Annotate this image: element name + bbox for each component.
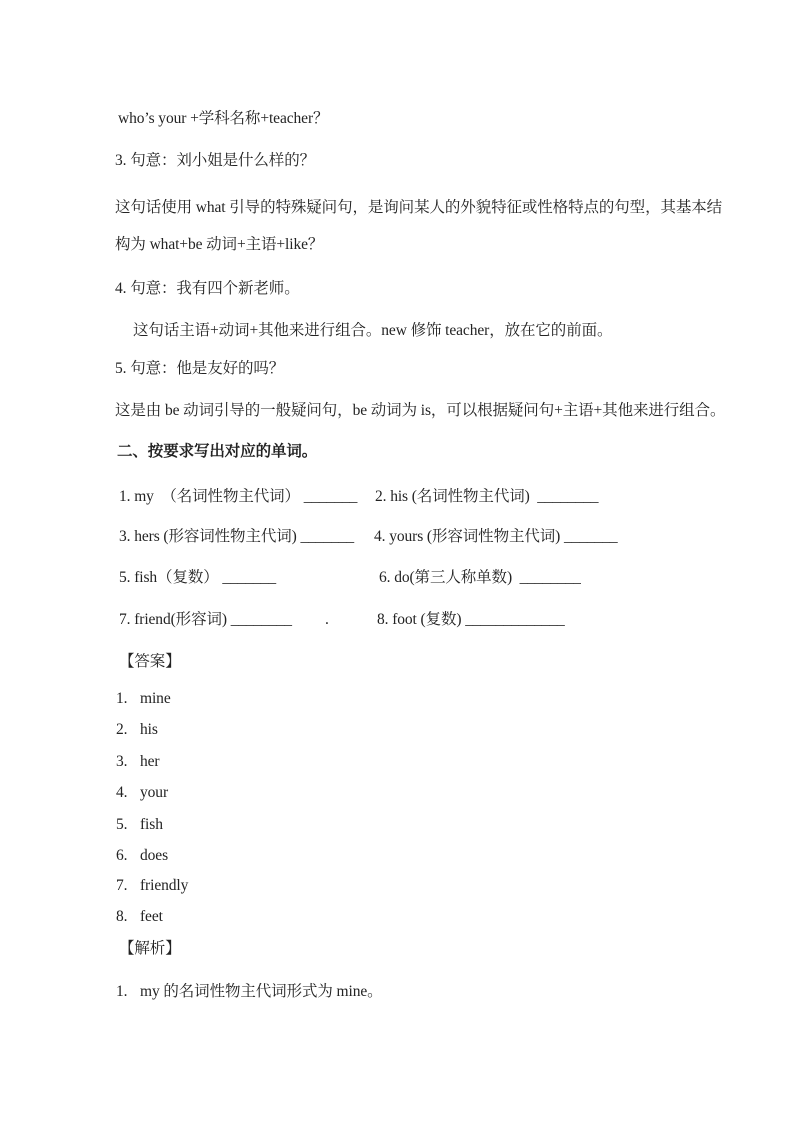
- answer-row-4: [116, 784, 168, 802]
- answer-word: feet: [140, 908, 163, 925]
- exercise-item-8: 8. foot (复数) _____________: [377, 611, 565, 628]
- answer-number: 4.: [116, 784, 128, 801]
- explanation-line-4: 构为 what+be 动词+主语+like？: [115, 236, 324, 253]
- answer-word: her: [140, 753, 160, 770]
- section-two-heading: 二、按要求写出对应的单词。: [117, 443, 318, 460]
- answer-word: friendly: [140, 877, 189, 894]
- analysis-line-1: [116, 983, 383, 1001]
- answer-number: 7.: [116, 877, 128, 894]
- answer-row-1: [116, 690, 171, 708]
- stray-period: .: [325, 611, 329, 628]
- answer-number: 3.: [116, 753, 128, 770]
- answer-number: 8.: [116, 908, 128, 925]
- analysis-number: 1.: [116, 983, 128, 1000]
- answer-number: 5.: [116, 816, 128, 833]
- explanation-line-6: 这句话主语+动词+其他来进行组合。new 修饰 teacher，放在它的前面。: [133, 322, 613, 339]
- exercise-item-1: 1. my （名词性物主代词） _______: [119, 488, 358, 505]
- answers-heading: 【答案】: [119, 653, 181, 670]
- answer-number: 2.: [116, 721, 128, 738]
- exercise-item-6: 6. do(第三人称单数) ________: [379, 569, 581, 586]
- answer-word: does: [140, 847, 169, 864]
- explanation-line-2: 3. 句意：刘小姐是什么样的？: [115, 152, 316, 169]
- answer-word: fish: [140, 816, 163, 833]
- answer-number: 1.: [116, 690, 128, 707]
- explanation-line-5: 4. 句意：我有四个新老师。: [115, 280, 300, 297]
- answer-word: mine: [140, 690, 171, 707]
- answer-word: his: [140, 721, 158, 738]
- explanation-line-1: who’s your +学科名称+teacher？: [118, 110, 329, 127]
- explanation-line-7: 5. 句意：他是友好的吗？: [115, 360, 285, 377]
- answer-row-8: [116, 908, 163, 926]
- answer-row-2: [116, 721, 158, 739]
- exercise-item-2: 2. his (名词性物主代词) ________: [375, 488, 599, 505]
- answer-row-3: [116, 753, 160, 771]
- exercise-item-3: 3. hers (形容词性物主代词) _______: [119, 528, 355, 545]
- answer-word: your: [140, 784, 169, 801]
- explanation-line-8: 这是由 be 动词引导的一般疑问句，be 动词为 is，可以根据疑问句+主语+其他来进行组合。: [115, 402, 726, 419]
- answer-row-7: [116, 877, 188, 895]
- analysis-text: my 的名词性物主代词形式为 mine。: [140, 983, 383, 1000]
- exercise-item-4: 4. yours (形容词性物主代词) _______: [374, 528, 618, 545]
- answer-row-5: [116, 816, 163, 834]
- explanation-line-3: 这句话使用 what 引导的特殊疑问句，是询问某人的外貌特征或性格特点的句型，其基本结: [115, 199, 723, 216]
- exercise-item-7: 7. friend(形容词) ________: [119, 611, 292, 628]
- answer-number: 6.: [116, 847, 128, 864]
- answer-row-6: [116, 847, 168, 865]
- exercise-item-5: 5. fish（复数） _______: [119, 569, 276, 586]
- analysis-heading: 【解析】: [119, 940, 181, 957]
